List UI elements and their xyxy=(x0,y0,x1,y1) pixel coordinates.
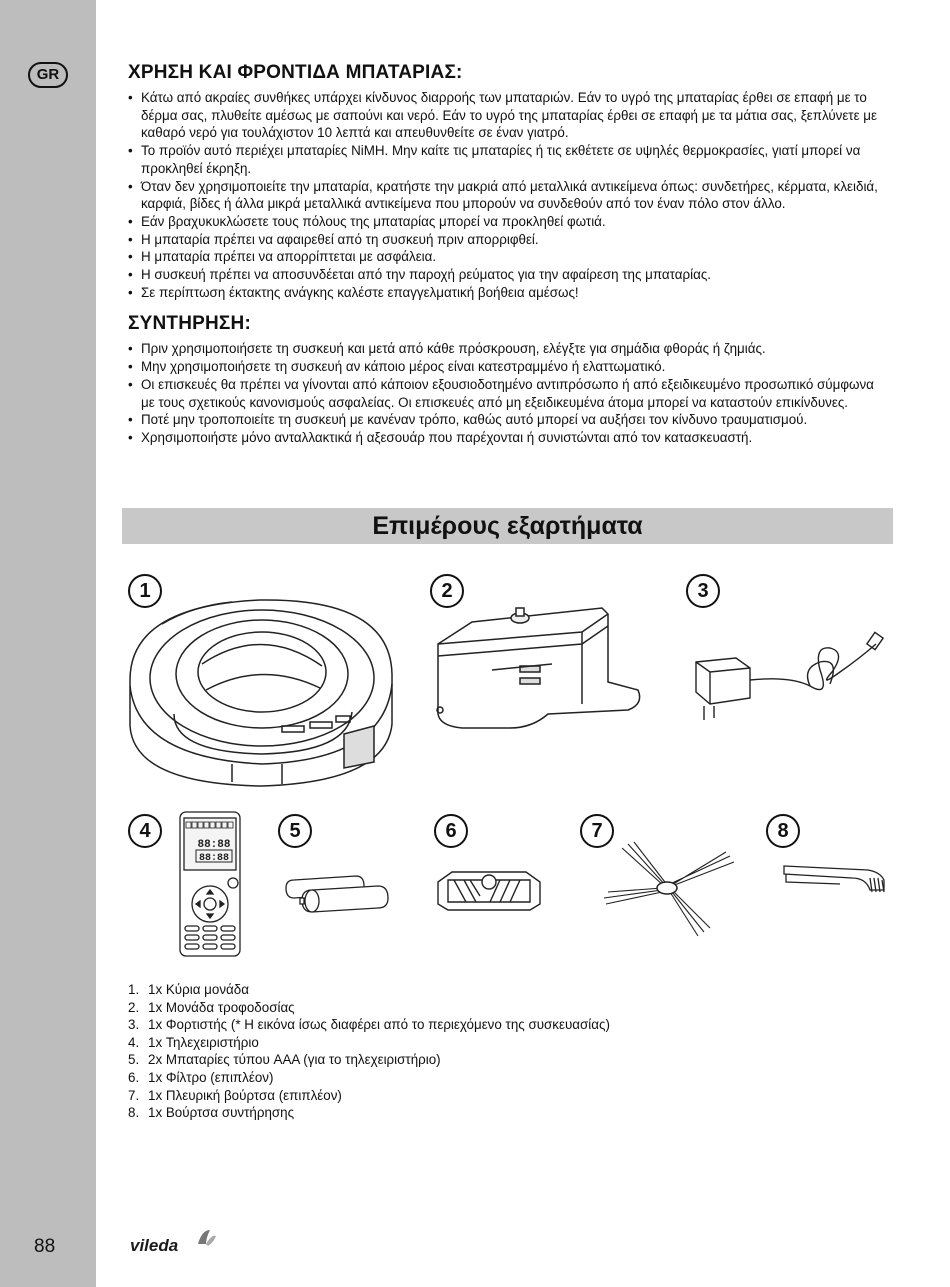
parts-title-bar: Επιμέρους εξαρτήματα xyxy=(122,508,893,544)
list-item: 3. 1x Φορτιστής (* Η εικόνα ίσως διαφέρει από το περιεχόμενο της συσκευασίας) xyxy=(128,1017,610,1033)
list-item: • Χρησιμοποιήστε μόνο ανταλλακτικά ή αξεσουάρ που παρέχονται ή συνιστώνται από τον κατασκευαστή. xyxy=(128,429,888,447)
battery-heading: ΧΡΗΣΗ ΚΑΙ ΦΡΟΝΤΙΔΑ ΜΠΑΤΑΡΙΑΣ: xyxy=(128,62,463,83)
list-item: • Σε περίπτωση έκτακτης ανάγκης καλέστε επαγγελματική βοήθεια αμέσως! xyxy=(128,284,888,302)
list-item: • Οι επισκευές θα πρέπει να γίνονται από κάποιον εξουσιοδοτημένο αντιπρόσωπο ή από εξειδικευμένο προσωπικό σύμφωνα με τους σχετικούς κανονισμούς ασφαλείας. Οι επισκευές από μη εξειδικευμένα άτομα μπορεί να καταστούν επικίνδυνες. xyxy=(128,376,888,411)
list-item: 4. 1x Τηλεχειριστήριο xyxy=(128,1034,259,1050)
part-marker-1: 1 xyxy=(128,574,162,608)
maintenance-brush-illustration xyxy=(780,860,890,900)
text-content xyxy=(128,62,888,459)
list-item: • Η μπαταρία πρέπει να αφαιρεθεί από τη συσκευή πριν απορριφθεί. xyxy=(128,231,888,249)
butterfly-icon xyxy=(196,1228,218,1248)
list-item: • Κάτω από ακραίες συνθήκες υπάρχει κίνδυνος διαρροής των μπαταριών. Εάν το υγρό της μπαταρίας έρθει σε επαφή με το δέρμα σας, πλυθείτε αμέσως με σαπούνι και νερό. Εάν το υγρό της μπαταρίας έρθει σε επαφή με τα μάτια σας, ξεπλύνετε με καθαρό νερό για τουλάχιστον 10 λεπτά και απευθυνθείτε σε έναν γιατρό. xyxy=(128,89,888,142)
page-number: 88 xyxy=(34,1236,56,1257)
charger-adapter-illustration xyxy=(690,628,890,728)
list-item: 5. 2x Μπαταρίες τύπου AAA (για το τηλεχειριστήριο) xyxy=(128,1052,441,1068)
list-item: • Ποτέ μην τροποποιείτε τη συσκευή με κανέναν τρόπο, καθώς αυτό μπορεί να αυξήσει τον κίνδυνο τραυματισμού. xyxy=(128,411,888,429)
list-item: • Η συσκευή πρέπει να αποσυνδέεται από την παροχή ρεύματος για την αφαίρεση της μπαταρίας. xyxy=(128,266,888,284)
maintenance-list xyxy=(128,340,888,446)
list-item: • Η μπαταρία πρέπει να απορρίπτεται με ασφάλεια. xyxy=(128,248,888,266)
maintenance-heading: ΣΥΝΤΗΡΗΣΗ: xyxy=(128,313,251,335)
charging-dock-illustration xyxy=(432,604,650,734)
list-item: • Όταν δεν χρησιμοποιείτε την μπαταρία, κρατήστε την μακριά από μεταλλικά αντικείμενα όπως: συνδετήρες, κέρματα, κλειδιά, καρφιά, βίδες ή άλλα μικρά μεταλλικά αντικείμενα που μπορούν να συνδεθούν από τον έναν πόλο στον άλλο. xyxy=(128,178,888,213)
robot-main-unit-illustration xyxy=(122,594,404,790)
list-item: 2. 1x Μονάδα τροφοδοσίας xyxy=(128,999,295,1015)
parts-list xyxy=(128,981,610,1122)
logo-text: vileda xyxy=(130,1236,179,1255)
vileda-logo xyxy=(130,1228,220,1260)
filter-illustration xyxy=(434,866,544,914)
part-marker-3: 3 xyxy=(686,574,720,608)
part-marker-7: 7 xyxy=(580,814,614,848)
list-item: 1. 1x Κύρια μονάδα xyxy=(128,982,249,997)
list-number: 6. xyxy=(128,1069,140,1085)
list-item: 8. 1x Βούρτσα συντήρησης xyxy=(128,1105,295,1121)
list-number: 8. xyxy=(128,1105,140,1121)
list-number: 4. xyxy=(128,1034,140,1050)
part-marker-6: 6 xyxy=(434,814,468,848)
list-item: • Μην χρησιμοποιήσετε τη συσκευή αν κάποιο μέρος είναι κατεστραμμένο ή ελαττωματικό. xyxy=(128,358,888,376)
list-number: 3. xyxy=(128,1017,140,1033)
list-item: • Εάν βραχυκυκλώσετε τους πόλους της μπαταρίας μπορεί να προκληθεί φωτιά. xyxy=(128,213,888,231)
list-item: • Το προϊόν αυτό περιέχει μπαταρίες NiMH. Μην καίτε τις μπαταρίες ή τις εκθέτετε σε υψηλές θερμοκρασίες, γιατί μπορεί να προκληθεί έκρηξη. xyxy=(128,142,888,177)
language-badge: GR xyxy=(28,62,68,88)
part-marker-2: 2 xyxy=(430,574,464,608)
list-item: 7. 1x Πλευρική βούρτσα (επιπλέον) xyxy=(128,1087,342,1103)
list-item: • Πριν χρησιμοποιήσετε τη συσκευή και μετά από κάθε πρόσκρουση, ελέγξτε για σημάδια φθοράς ή ζημιάς. xyxy=(128,340,888,358)
list-item: 6. 1x Φίλτρο (επιπλέον) xyxy=(128,1069,274,1085)
remote-display-lower: 88:88 xyxy=(198,853,230,864)
battery-list xyxy=(128,89,888,301)
part-marker-4: 4 xyxy=(128,814,162,848)
side-margin-band xyxy=(0,0,96,1287)
part-marker-5: 5 xyxy=(278,814,312,848)
part-marker-8: 8 xyxy=(766,814,800,848)
list-number: 2. xyxy=(128,999,140,1015)
side-brush-illustration xyxy=(600,840,740,940)
list-number: 1. xyxy=(128,982,140,997)
remote-display-upper: 88:88 xyxy=(197,839,231,851)
list-number: 7. xyxy=(128,1087,140,1103)
list-number: 5. xyxy=(128,1052,140,1068)
remote-control-illustration xyxy=(178,810,244,960)
batteries-illustration xyxy=(284,872,394,918)
